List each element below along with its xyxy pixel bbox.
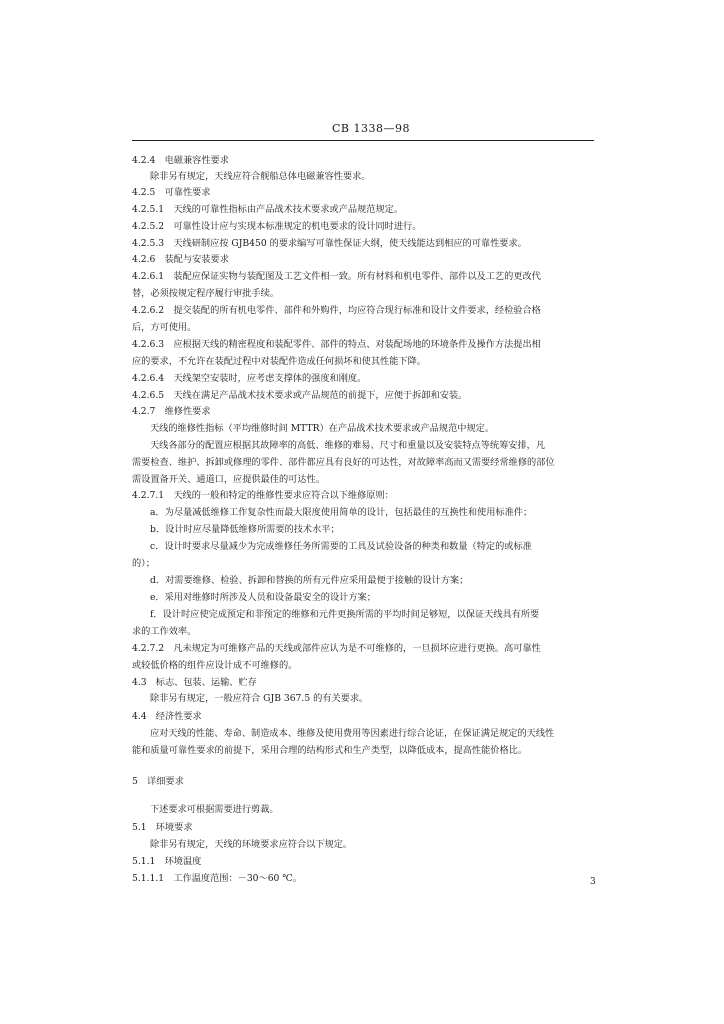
text-line-l12: 4.2.6.3 应根据天线的精密程度和装配零件、部件的特点、对装配场地的环境条件及操作方法提出相 (132, 339, 541, 350)
text-line-l21: 4.2.7.1 天线的一般和特定的维修性要求应符合以下维修原则： (132, 490, 394, 501)
text-line-l34: 4.4 经济性要求 (132, 711, 202, 722)
text-line-l24: c．设计时要求尽量减少为完成维修任务所需要的工具及试验设备的种类和数量（特定的或标准 (150, 541, 532, 552)
page-number: 3 (590, 877, 596, 887)
text-line-l09: 替，必须按规定程序履行审批手续。 (132, 288, 279, 299)
text-line-l11: 后，方可使用。 (132, 322, 197, 333)
text-line-l06: 4.2.5.3 天线研制应按 GJB450 的要求编写可靠性保证大纲，使天线能达到相应的可靠性要求。 (132, 238, 527, 249)
text-line-l33: 除非另有规定，一般应符合 GJB 367.5 的有关要求。 (150, 693, 369, 704)
text-line-l22: a．为尽量减低维修工作复杂性而最大限度使用简单的设计，包括最佳的互换性和使用标准件； (150, 507, 533, 518)
text-line-l02: 除非另有规定，天线应符合舰船总体电磁兼容性要求。 (150, 171, 371, 182)
text-line-l07: 4.2.6 装配与安装要求 (132, 254, 229, 265)
text-line-l20: 需设置备开关、通道口，应提供最佳的可达性。 (132, 474, 325, 485)
text-line-l14: 4.2.6.4 天线架空安装时，应考虑支撑体的强度和刚度。 (132, 373, 367, 384)
text-line-l23: b．设计时应尽量降低维修所需要的技术水平； (150, 524, 340, 535)
text-line-l08: 4.2.6.1 装配应保证实物与装配图及工艺文件相一致。所有材料和机电零件、部件以及工艺的更改代 (132, 271, 541, 282)
text-line-l16: 4.2.7 维修性要求 (132, 406, 211, 417)
text-line-l35: 应对天线的性能、寿命、制造成本、维修及使用费用等因素进行综合论证，在保证满足规定的天线性 (150, 728, 555, 739)
text-line-l17: 天线的维修性指标（平均维修时间 MTTR）在产品战术技术要求或产品规范中规定。 (150, 423, 495, 434)
text-line-l25: 的）； (132, 558, 155, 569)
text-line-l19: 需要检查、维护、拆卸或修理的零件、部件都应具有良好的可达性，对故障率高而又需要经常维修的部位 (132, 457, 555, 468)
text-line-l10: 4.2.6.2 提交装配的所有机电零件、部件和外购件，均应符合现行标准和设计文件要求，经检验合格 (132, 305, 541, 316)
text-line-l38: 下述要求可根据需要进行剪裁。 (150, 804, 279, 815)
text-line-l01: 4.2.4 电磁兼容性要求 (132, 155, 229, 166)
text-line-l42: 5.1.1.1 工作温度范围：－30～60 ℃。 (132, 873, 302, 884)
text-line-l30: 4.2.7.2 凡未规定为可维修产品的天线或部件应认为是不可维修的，一旦损坏应进行更换。高可靠性 (132, 643, 541, 654)
text-line-l03: 4.2.5 可靠性要求 (132, 187, 211, 198)
text-line-l32: 4.3 标志、包装、运输、贮存 (132, 677, 257, 688)
text-line-l39: 5.1 环境要求 (132, 822, 193, 833)
text-line-l15: 4.2.6.5 天线在满足产品战术技术要求或产品规范的前提下，应便于拆卸和安装。 (132, 390, 468, 401)
text-line-l13: 应的要求，不允许在装配过程中对装配件造成任何损坏和使其性能下降。 (132, 356, 426, 367)
text-line-l41: 5.1.1 环境温度 (132, 856, 202, 867)
standard-header: CB 1338—98 (332, 122, 410, 135)
text-line-l37: 5 详细要求 (132, 776, 184, 787)
text-line-l27: e．采用对维修时所涉及人员和设备最安全的设计方案； (150, 592, 376, 603)
text-line-l04: 4.2.5.1 天线的可靠性指标由产品战术技术要求或产品规范规定。 (132, 204, 404, 215)
text-line-l29: 求的工作效率。 (132, 626, 197, 637)
text-line-l18: 天线各部分的配置应根据其故障率的高低、维修的难易、尺寸和重量以及安装特点等统筹安排，凡 (150, 440, 546, 451)
text-line-l40: 除非另有规定，天线的环境要求应符合以下规定。 (150, 839, 353, 850)
header-rule (132, 140, 594, 141)
text-line-l26: d．对需要维修、检验、拆卸和替换的所有元件应采用最便于接触的设计方案； (150, 575, 469, 586)
text-line-l05: 4.2.5.2 可靠性设计应与实现本标准规定的机电要求的设计同时进行。 (132, 221, 422, 232)
text-line-l36: 能和质量可靠性要求的前提下，采用合理的结构形式和生产类型，以降低成本，提高性能价格比。 (132, 745, 528, 756)
text-line-l31: 或较低价格的组件应设计成不可维修的。 (132, 660, 298, 671)
text-line-l28: f．设计时应使完成预定和非预定的维修和元件更换所需的平均时间足够短，以保证天线具有所要 (150, 609, 540, 620)
